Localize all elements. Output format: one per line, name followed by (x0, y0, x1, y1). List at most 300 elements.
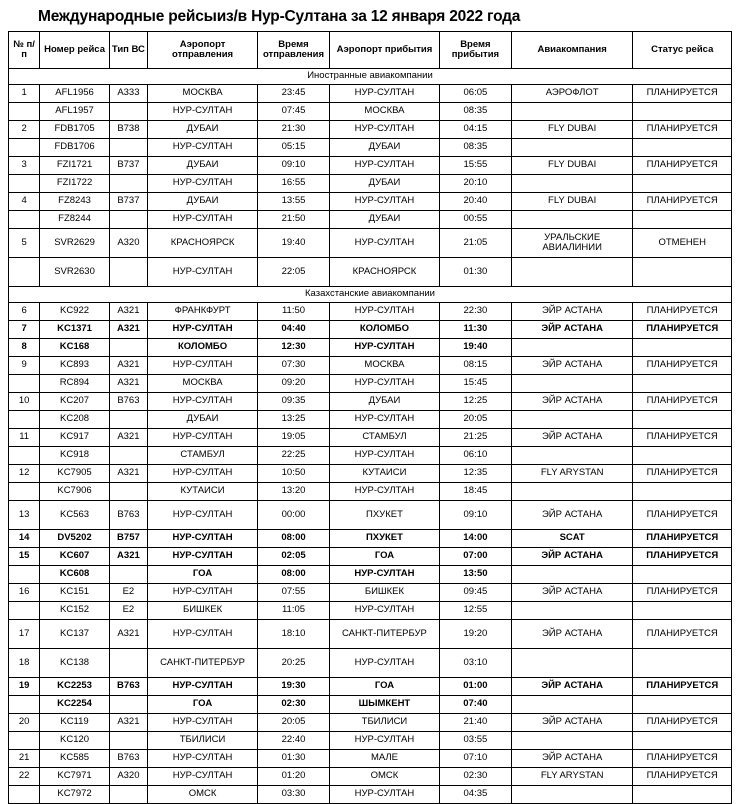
cell-arrival-time: 06:10 (439, 447, 511, 465)
cell-status (633, 211, 732, 229)
cell-arrival-airport: НУР-СУЛТАН (329, 447, 439, 465)
cell-departure-time: 11:05 (258, 602, 330, 620)
cell-index (9, 258, 40, 287)
cell-departure-airport: НУР-СУЛТАН (148, 548, 258, 566)
cell-flight-number: AFL1957 (40, 103, 110, 121)
cell-status (633, 103, 732, 121)
cell-status (633, 447, 732, 465)
table-row (9, 85, 732, 103)
cell-aircraft-type: B763 (109, 501, 147, 530)
cell-status: ПЛАНИРУЕТСЯ (633, 548, 732, 566)
cell-departure-time: 08:00 (258, 530, 330, 548)
cell-arrival-time: 01:30 (439, 258, 511, 287)
cell-flight-number: KC893 (40, 357, 110, 375)
cell-airline (511, 696, 633, 714)
cell-airline (511, 103, 633, 121)
cell-departure-airport: НУР-СУЛТАН (148, 393, 258, 411)
cell-arrival-airport: ПХУКЕТ (329, 501, 439, 530)
cell-flight-number: KC607 (40, 548, 110, 566)
cell-arrival-time: 15:55 (439, 157, 511, 175)
table-row (9, 339, 732, 357)
cell-index: 9 (9, 357, 40, 375)
cell-aircraft-type: B763 (109, 750, 147, 768)
cell-airline (511, 175, 633, 193)
cell-aircraft-type (109, 649, 147, 678)
cell-aircraft-type: A320 (109, 229, 147, 258)
cell-flight-number: KC918 (40, 447, 110, 465)
cell-index: 4 (9, 193, 40, 211)
cell-flight-number: AFL1956 (40, 85, 110, 103)
cell-arrival-time: 19:20 (439, 620, 511, 649)
cell-departure-time: 07:30 (258, 357, 330, 375)
cell-arrival-airport: ГОА (329, 678, 439, 696)
cell-arrival-airport: ДУБАИ (329, 211, 439, 229)
cell-flight-number: FZ8243 (40, 193, 110, 211)
cell-index (9, 375, 40, 393)
cell-departure-airport: НУР-СУЛТАН (148, 750, 258, 768)
cell-flight-number: KC138 (40, 649, 110, 678)
cell-flight-number: KC120 (40, 732, 110, 750)
cell-flight-number: KC7971 (40, 768, 110, 786)
cell-departure-time: 03:30 (258, 786, 330, 804)
table-row (9, 696, 732, 714)
cell-flight-number: FZI1722 (40, 175, 110, 193)
cell-arrival-time: 13:50 (439, 566, 511, 584)
cell-aircraft-type: B763 (109, 393, 147, 411)
cell-aircraft-type (109, 339, 147, 357)
cell-arrival-airport: НУР-СУЛТАН (329, 157, 439, 175)
cell-status (633, 696, 732, 714)
cell-aircraft-type (109, 103, 147, 121)
cell-airline (511, 602, 633, 620)
cell-airline (511, 732, 633, 750)
cell-flight-number: KC7905 (40, 465, 110, 483)
cell-flight-number: FZI1721 (40, 157, 110, 175)
cell-airline (511, 411, 633, 429)
table-row (9, 393, 732, 411)
cell-departure-airport: СТАМБУЛ (148, 447, 258, 465)
cell-aircraft-type: A321 (109, 465, 147, 483)
cell-airline (511, 447, 633, 465)
cell-departure-airport: ДУБАИ (148, 157, 258, 175)
cell-arrival-time: 12:35 (439, 465, 511, 483)
cell-departure-time: 07:55 (258, 584, 330, 602)
cell-arrival-airport: МОСКВА (329, 103, 439, 121)
cell-status (633, 175, 732, 193)
cell-airline: ЭЙР АСТАНА (511, 678, 633, 696)
cell-arrival-airport: НУР-СУЛТАН (329, 339, 439, 357)
cell-departure-airport: НУР-СУЛТАН (148, 175, 258, 193)
cell-aircraft-type (109, 566, 147, 584)
cell-departure-time: 22:25 (258, 447, 330, 465)
table-row (9, 530, 732, 548)
col-header-index: № п/п (9, 32, 40, 69)
cell-arrival-time: 04:35 (439, 786, 511, 804)
cell-index: 21 (9, 750, 40, 768)
cell-index: 1 (9, 85, 40, 103)
cell-arrival-time: 04:15 (439, 121, 511, 139)
cell-aircraft-type: B738 (109, 121, 147, 139)
section-label: Иностранные авиакомпании (9, 69, 732, 85)
cell-departure-time: 18:10 (258, 620, 330, 649)
cell-index: 22 (9, 768, 40, 786)
cell-index (9, 175, 40, 193)
cell-status: ПЛАНИРУЕТСЯ (633, 157, 732, 175)
cell-departure-time: 00:00 (258, 501, 330, 530)
cell-departure-airport: ДУБАИ (148, 193, 258, 211)
cell-departure-time: 02:30 (258, 696, 330, 714)
cell-status: ПЛАНИРУЕТСЯ (633, 584, 732, 602)
cell-departure-airport: ТБИЛИСИ (148, 732, 258, 750)
cell-flight-number: KC2254 (40, 696, 110, 714)
cell-arrival-airport: ДУБАИ (329, 175, 439, 193)
cell-arrival-airport: СТАМБУЛ (329, 429, 439, 447)
cell-arrival-time: 21:40 (439, 714, 511, 732)
table-row (9, 193, 732, 211)
cell-departure-time: 23:45 (258, 85, 330, 103)
cell-flight-number: KC7906 (40, 483, 110, 501)
cell-airline (511, 258, 633, 287)
cell-airline (511, 339, 633, 357)
cell-arrival-airport: НУР-СУЛТАН (329, 121, 439, 139)
cell-flight-number: FDB1705 (40, 121, 110, 139)
cell-departure-airport: НУР-СУЛТАН (148, 465, 258, 483)
cell-airline: ЭЙР АСТАНА (511, 750, 633, 768)
cell-index (9, 411, 40, 429)
cell-airline: ЭЙР АСТАНА (511, 429, 633, 447)
cell-arrival-airport: НУР-СУЛТАН (329, 786, 439, 804)
cell-aircraft-type: B757 (109, 530, 147, 548)
cell-departure-time: 13:20 (258, 483, 330, 501)
cell-airline: ЭЙР АСТАНА (511, 393, 633, 411)
cell-aircraft-type (109, 732, 147, 750)
cell-flight-number: DV5202 (40, 530, 110, 548)
cell-departure-time: 07:45 (258, 103, 330, 121)
cell-departure-airport: НУР-СУЛТАН (148, 501, 258, 530)
cell-departure-airport: КРАСНОЯРСК (148, 229, 258, 258)
cell-index: 11 (9, 429, 40, 447)
cell-departure-airport: НУР-СУЛТАН (148, 103, 258, 121)
cell-index: 15 (9, 548, 40, 566)
cell-aircraft-type: A321 (109, 429, 147, 447)
cell-airline (511, 375, 633, 393)
cell-arrival-time: 11:30 (439, 321, 511, 339)
cell-aircraft-type (109, 411, 147, 429)
cell-departure-airport: НУР-СУЛТАН (148, 584, 258, 602)
cell-departure-time: 19:30 (258, 678, 330, 696)
cell-departure-airport: ДУБАИ (148, 121, 258, 139)
cell-aircraft-type (109, 175, 147, 193)
cell-status (633, 483, 732, 501)
cell-airline: ЭЙР АСТАНА (511, 548, 633, 566)
cell-departure-airport: КОЛОМБО (148, 339, 258, 357)
cell-departure-time: 02:05 (258, 548, 330, 566)
cell-arrival-airport: КУТАИСИ (329, 465, 439, 483)
cell-index: 2 (9, 121, 40, 139)
cell-flight-number: KC7972 (40, 786, 110, 804)
cell-arrival-airport: ТБИЛИСИ (329, 714, 439, 732)
cell-arrival-time: 03:10 (439, 649, 511, 678)
table-row (9, 303, 732, 321)
cell-airline: АЭРОФЛОТ (511, 85, 633, 103)
table-row (9, 157, 732, 175)
cell-departure-time: 09:10 (258, 157, 330, 175)
table-row (9, 750, 732, 768)
cell-departure-airport: НУР-СУЛТАН (148, 139, 258, 157)
cell-departure-time: 19:40 (258, 229, 330, 258)
cell-aircraft-type: A321 (109, 303, 147, 321)
cell-index: 3 (9, 157, 40, 175)
cell-departure-airport: НУР-СУЛТАН (148, 768, 258, 786)
cell-status: ПЛАНИРУЕТСЯ (633, 193, 732, 211)
cell-arrival-airport: САНКТ-ПИТЕРБУР (329, 620, 439, 649)
cell-arrival-time: 21:05 (439, 229, 511, 258)
cell-arrival-time: 07:10 (439, 750, 511, 768)
cell-flight-number: KC168 (40, 339, 110, 357)
cell-departure-airport: НУР-СУЛТАН (148, 620, 258, 649)
cell-arrival-airport: ОМСК (329, 768, 439, 786)
cell-airline (511, 139, 633, 157)
cell-status (633, 375, 732, 393)
cell-arrival-airport: ДУБАИ (329, 393, 439, 411)
cell-airline: ЭЙР АСТАНА (511, 584, 633, 602)
cell-status: ПЛАНИРУЕТСЯ (633, 620, 732, 649)
cell-arrival-airport: ДУБАИ (329, 139, 439, 157)
cell-departure-time: 01:20 (258, 768, 330, 786)
cell-departure-airport: ОМСК (148, 786, 258, 804)
section-header-row (9, 69, 732, 85)
table-row (9, 411, 732, 429)
cell-departure-time: 12:30 (258, 339, 330, 357)
cell-aircraft-type (109, 696, 147, 714)
cell-status: ПЛАНИРУЕТСЯ (633, 393, 732, 411)
cell-aircraft-type: E2 (109, 584, 147, 602)
cell-status: ПЛАНИРУЕТСЯ (633, 429, 732, 447)
cell-status: ПЛАНИРУЕТСЯ (633, 768, 732, 786)
table-row (9, 429, 732, 447)
cell-index: 8 (9, 339, 40, 357)
cell-arrival-airport: НУР-СУЛТАН (329, 483, 439, 501)
cell-airline (511, 211, 633, 229)
cell-departure-airport: ФРАНКФУРТ (148, 303, 258, 321)
col-header-arrival-time: Время прибытия (439, 32, 511, 69)
cell-departure-airport: НУР-СУЛТАН (148, 678, 258, 696)
cell-airline: ЭЙР АСТАНА (511, 357, 633, 375)
cell-aircraft-type (109, 786, 147, 804)
cell-index (9, 732, 40, 750)
cell-flight-number: FZ8244 (40, 211, 110, 229)
cell-airline: FLY DUBAI (511, 157, 633, 175)
cell-arrival-time: 03:55 (439, 732, 511, 750)
cell-aircraft-type: A321 (109, 357, 147, 375)
cell-aircraft-type (109, 258, 147, 287)
cell-aircraft-type: B763 (109, 678, 147, 696)
cell-aircraft-type: B737 (109, 157, 147, 175)
cell-status: ПЛАНИРУЕТСЯ (633, 530, 732, 548)
cell-index (9, 211, 40, 229)
section-label: Казахстанские авиакомпании (9, 287, 732, 303)
cell-status: ПЛАНИРУЕТСЯ (633, 303, 732, 321)
cell-departure-airport: САНКТ-ПИТЕРБУР (148, 649, 258, 678)
cell-departure-airport: ГОА (148, 696, 258, 714)
cell-aircraft-type: A321 (109, 321, 147, 339)
col-header-departure-time: Время отправления (258, 32, 330, 69)
col-header-airline: Авиакомпания (511, 32, 633, 69)
cell-arrival-airport: НУР-СУЛТАН (329, 602, 439, 620)
cell-airline: УРАЛЬСКИЕ АВИАЛИНИИ (511, 229, 633, 258)
cell-airline (511, 649, 633, 678)
cell-arrival-airport: НУР-СУЛТАН (329, 566, 439, 584)
cell-departure-airport: НУР-СУЛТАН (148, 429, 258, 447)
table-row (9, 584, 732, 602)
cell-departure-airport: НУР-СУЛТАН (148, 211, 258, 229)
cell-status: ПЛАНИРУЕТСЯ (633, 85, 732, 103)
cell-status: ПЛАНИРУЕТСЯ (633, 465, 732, 483)
cell-flight-number: SVR2630 (40, 258, 110, 287)
cell-arrival-airport: НУР-СУЛТАН (329, 411, 439, 429)
cell-arrival-time: 21:25 (439, 429, 511, 447)
cell-departure-time: 22:40 (258, 732, 330, 750)
cell-flight-number: RC894 (40, 375, 110, 393)
table-row (9, 714, 732, 732)
cell-departure-airport: ДУБАИ (148, 411, 258, 429)
cell-airline (511, 786, 633, 804)
cell-flight-number: KC608 (40, 566, 110, 584)
cell-flight-number: FDB1706 (40, 139, 110, 157)
cell-departure-airport: БИШКЕК (148, 602, 258, 620)
cell-arrival-time: 09:45 (439, 584, 511, 602)
cell-arrival-time: 07:00 (439, 548, 511, 566)
cell-arrival-airport: НУР-СУЛТАН (329, 375, 439, 393)
cell-departure-airport: МОСКВА (148, 85, 258, 103)
cell-arrival-time: 02:30 (439, 768, 511, 786)
cell-status (633, 258, 732, 287)
cell-departure-time: 20:25 (258, 649, 330, 678)
cell-arrival-time: 06:05 (439, 85, 511, 103)
cell-aircraft-type: A321 (109, 375, 147, 393)
cell-aircraft-type: A321 (109, 714, 147, 732)
cell-status: ПЛАНИРУЕТСЯ (633, 357, 732, 375)
cell-arrival-time: 09:10 (439, 501, 511, 530)
cell-flight-number: KC922 (40, 303, 110, 321)
table-row (9, 447, 732, 465)
cell-index (9, 696, 40, 714)
cell-aircraft-type (109, 483, 147, 501)
cell-index: 18 (9, 649, 40, 678)
cell-flight-number: KC137 (40, 620, 110, 649)
cell-departure-time: 08:00 (258, 566, 330, 584)
cell-index: 17 (9, 620, 40, 649)
table-row (9, 211, 732, 229)
cell-flight-number: KC917 (40, 429, 110, 447)
cell-index (9, 786, 40, 804)
cell-arrival-airport: ПХУКЕТ (329, 530, 439, 548)
cell-departure-time: 20:05 (258, 714, 330, 732)
cell-index: 16 (9, 584, 40, 602)
table-row (9, 139, 732, 157)
table-row (9, 620, 732, 649)
cell-flight-number: KC208 (40, 411, 110, 429)
table-row (9, 678, 732, 696)
cell-departure-time: 11:50 (258, 303, 330, 321)
cell-arrival-airport: НУР-СУЛТАН (329, 303, 439, 321)
cell-flight-number: KC585 (40, 750, 110, 768)
cell-aircraft-type: B737 (109, 193, 147, 211)
cell-arrival-airport: ШЫМКЕНТ (329, 696, 439, 714)
cell-status: ОТМЕНЕН (633, 229, 732, 258)
table-row (9, 501, 732, 530)
cell-index: 13 (9, 501, 40, 530)
cell-index: 12 (9, 465, 40, 483)
flight-schedule-table (8, 31, 732, 804)
cell-status (633, 602, 732, 620)
cell-arrival-time: 08:35 (439, 139, 511, 157)
cell-airline: ЭЙР АСТАНА (511, 303, 633, 321)
table-row (9, 229, 732, 258)
table-row (9, 465, 732, 483)
cell-index: 5 (9, 229, 40, 258)
table-body (9, 69, 732, 804)
cell-flight-number: KC151 (40, 584, 110, 602)
table-row (9, 548, 732, 566)
cell-index: 7 (9, 321, 40, 339)
cell-flight-number: KC119 (40, 714, 110, 732)
cell-arrival-time: 07:40 (439, 696, 511, 714)
col-header-status: Статус рейса (633, 32, 732, 69)
cell-arrival-airport: НУР-СУЛТАН (329, 229, 439, 258)
table-row (9, 375, 732, 393)
cell-airline: ЭЙР АСТАНА (511, 501, 633, 530)
cell-airline: SCAT (511, 530, 633, 548)
cell-status (633, 139, 732, 157)
cell-departure-airport: НУР-СУЛТАН (148, 714, 258, 732)
cell-aircraft-type: A321 (109, 620, 147, 649)
cell-arrival-airport: НУР-СУЛТАН (329, 649, 439, 678)
cell-arrival-time: 19:40 (439, 339, 511, 357)
cell-aircraft-type: E2 (109, 602, 147, 620)
cell-departure-time: 16:55 (258, 175, 330, 193)
cell-flight-number: KC1371 (40, 321, 110, 339)
cell-arrival-time: 12:25 (439, 393, 511, 411)
cell-departure-airport: КУТАИСИ (148, 483, 258, 501)
page-title: Международные рейсыиз/в Нур-Султана за 12 января 2022 года (38, 8, 521, 25)
cell-airline: FLY ARYSTAN (511, 768, 633, 786)
cell-arrival-time: 15:45 (439, 375, 511, 393)
cell-status: ПЛАНИРУЕТСЯ (633, 750, 732, 768)
cell-flight-number: KC563 (40, 501, 110, 530)
col-header-flight-number: Номер рейса (40, 32, 110, 69)
cell-aircraft-type (109, 211, 147, 229)
cell-airline: ЭЙР АСТАНА (511, 620, 633, 649)
cell-airline: FLY DUBAI (511, 193, 633, 211)
cell-status: ПЛАНИРУЕТСЯ (633, 714, 732, 732)
cell-aircraft-type: A333 (109, 85, 147, 103)
cell-arrival-airport: МАЛЕ (329, 750, 439, 768)
cell-departure-time: 21:50 (258, 211, 330, 229)
cell-arrival-airport: НУР-СУЛТАН (329, 732, 439, 750)
cell-status: ПЛАНИРУЕТСЯ (633, 501, 732, 530)
cell-status (633, 339, 732, 357)
cell-arrival-time: 08:35 (439, 103, 511, 121)
cell-index: 19 (9, 678, 40, 696)
table-row (9, 768, 732, 786)
cell-arrival-time: 20:40 (439, 193, 511, 211)
cell-status: ПЛАНИРУЕТСЯ (633, 121, 732, 139)
cell-arrival-time: 18:45 (439, 483, 511, 501)
cell-index (9, 483, 40, 501)
cell-index (9, 602, 40, 620)
cell-arrival-airport: НУР-СУЛТАН (329, 193, 439, 211)
